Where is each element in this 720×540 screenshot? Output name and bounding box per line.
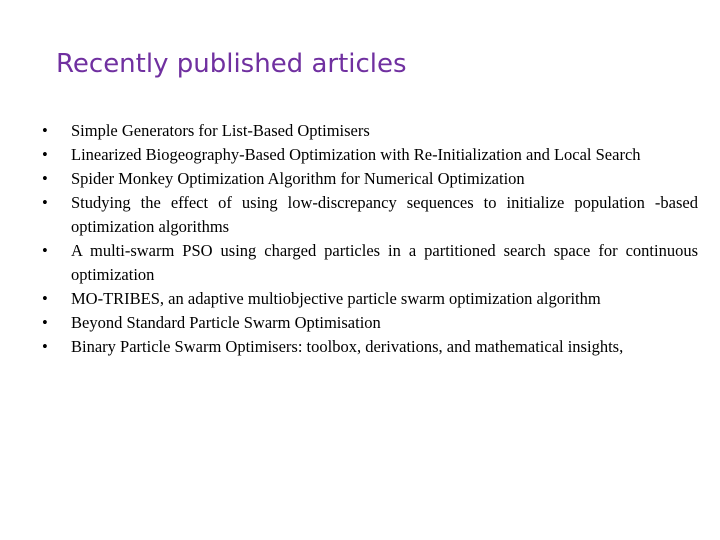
article-title: Linearized Biogeography-Based Optimization with Re-Initialization and Local Search <box>71 145 641 164</box>
bullet-icon: • <box>42 193 48 212</box>
article-item-5 <box>42 239 698 287</box>
article-title: Binary Particle Swarm Optimisers: toolbox, derivations, and mathematical insights, <box>71 337 624 356</box>
article-title: Simple Generators for List-Based Optimisers <box>71 121 370 140</box>
article-item-1 <box>42 119 698 143</box>
article-item-8 <box>42 335 698 359</box>
article-title: Spider Monkey Optimization Algorithm for Numerical Optimization <box>71 169 525 188</box>
article-item-7 <box>42 311 698 335</box>
bullet-icon: • <box>42 313 48 332</box>
article-item-2 <box>42 143 698 167</box>
slide-title: Recently published articles <box>56 49 407 79</box>
bullet-icon: • <box>42 121 48 140</box>
article-title: Studying the effect of using low-discrepancy sequences to initialize population -based optimization algorithms <box>71 193 698 236</box>
bullet-icon: • <box>42 145 48 164</box>
bullet-icon: • <box>42 337 48 356</box>
article-item-4 <box>42 191 698 239</box>
bullet-icon: • <box>42 169 48 188</box>
article-title: Beyond Standard Particle Swarm Optimisation <box>71 313 381 332</box>
article-list <box>42 119 698 359</box>
article-item-3 <box>42 167 698 191</box>
article-title: A multi-swarm PSO using charged particles in a partitioned search space for continuous optimization <box>71 241 698 284</box>
article-title: MO-TRIBES, an adaptive multiobjective particle swarm optimization algorithm <box>71 289 601 308</box>
bullet-icon: • <box>42 241 48 260</box>
article-item-6 <box>42 287 698 311</box>
bullet-icon: • <box>42 289 48 308</box>
